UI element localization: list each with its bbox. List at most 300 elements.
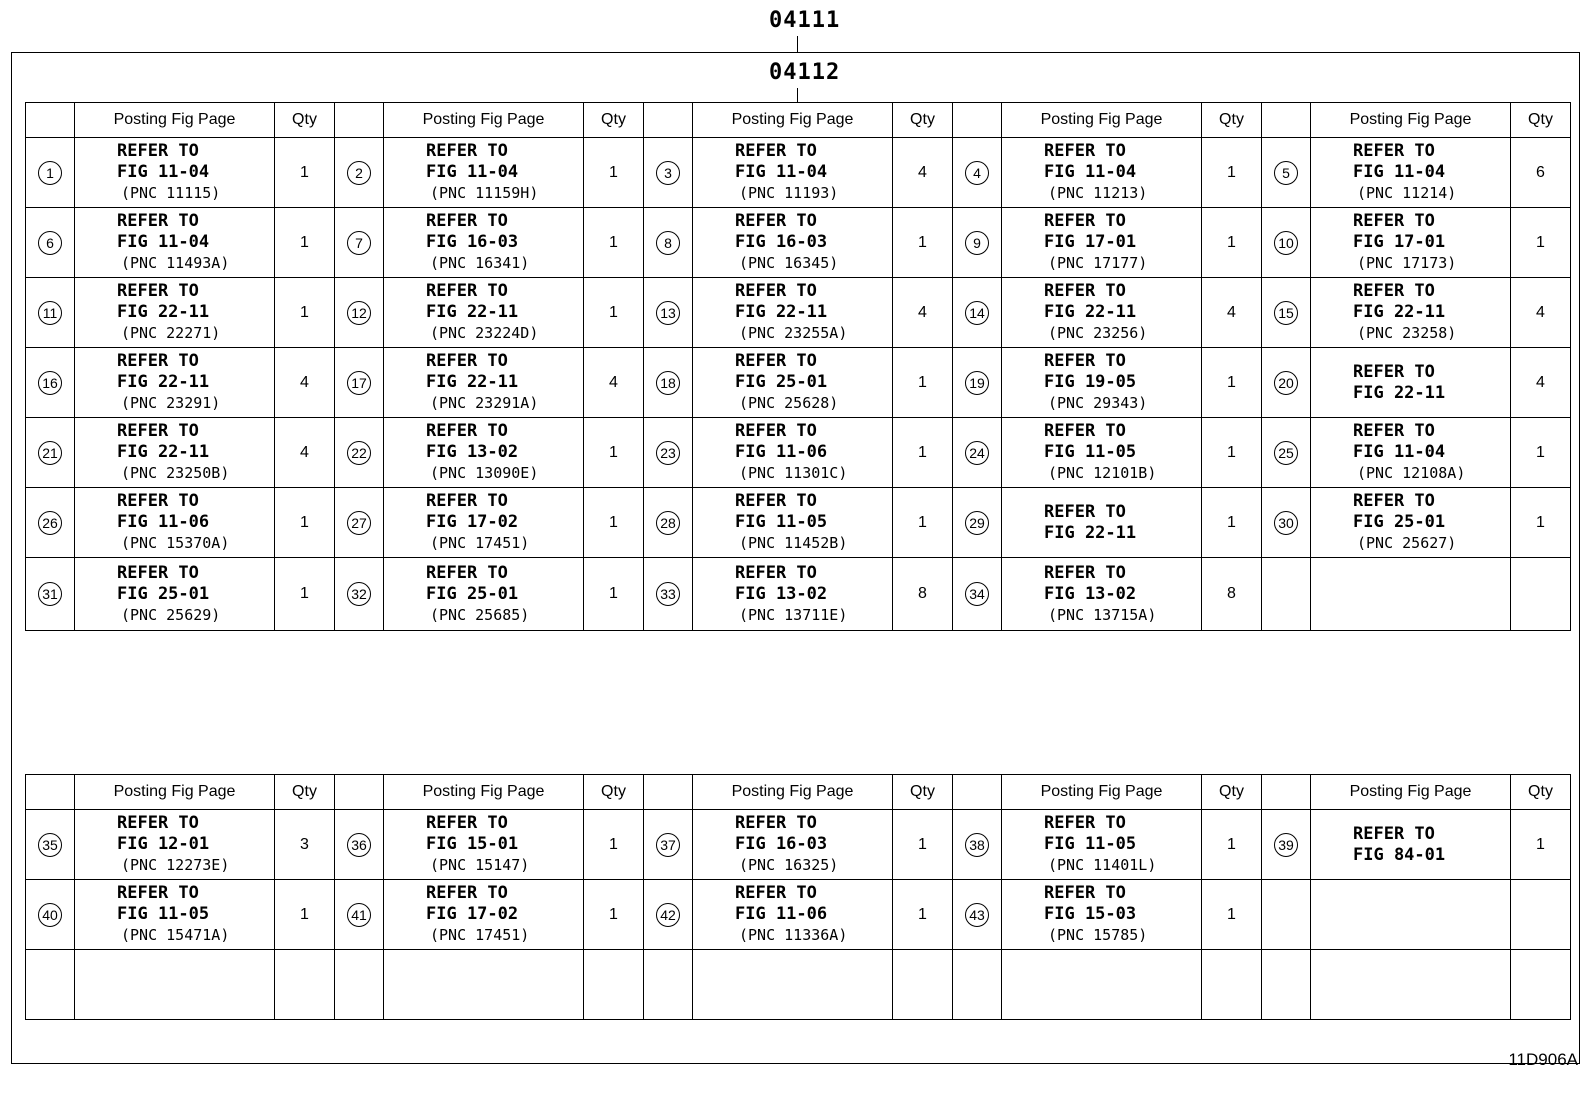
callout-number: 33	[656, 582, 680, 606]
header-posting-fig-page: Posting Fig Page	[384, 103, 584, 138]
pnc-reference: (PNC 25685)	[430, 605, 530, 624]
header-blank-cell	[953, 103, 1002, 138]
posting-fig-page-cell	[1002, 880, 1202, 950]
refer-to-text: REFER TO	[735, 813, 817, 833]
fig-reference: FIG 16-03	[426, 232, 519, 252]
qty-cell: 1	[1511, 810, 1571, 880]
pnc-reference: (PNC 23291)	[121, 394, 221, 412]
fig-reference: FIG 11-05	[1044, 442, 1137, 462]
refer-to-text: REFER TO	[117, 491, 199, 511]
qty-cell: 1	[1202, 208, 1262, 278]
callout-cell	[644, 880, 693, 950]
table-row	[26, 880, 1571, 950]
callout-cell	[1262, 810, 1311, 880]
fig-reference: FIG 11-04	[1044, 162, 1137, 182]
fig-reference: FIG 11-04	[735, 162, 828, 182]
fig-reference: FIG 16-03	[735, 834, 828, 854]
pnc-reference: (PNC 29343)	[1048, 394, 1148, 412]
callout-cell	[26, 558, 75, 631]
callout-cell	[26, 418, 75, 488]
refer-to-text: REFER TO	[426, 562, 508, 583]
qty-cell: 1	[584, 558, 644, 631]
callout-cell	[1262, 880, 1311, 950]
refer-to-text: REFER TO	[426, 351, 508, 371]
refer-to-text: REFER TO	[1044, 281, 1126, 301]
posting-fig-page-cell	[75, 138, 275, 208]
refer-to-text: REFER TO	[117, 813, 199, 833]
qty-cell: 4	[275, 418, 335, 488]
fig-reference: FIG 22-11	[1353, 382, 1446, 403]
posting-fig-page-cell	[1002, 418, 1202, 488]
refer-to-text: REFER TO	[1353, 421, 1435, 441]
posting-fig-page-cell	[1002, 488, 1202, 558]
callout-cell	[26, 880, 75, 950]
posting-fig-page-cell	[1002, 138, 1202, 208]
header-qty: Qty	[1511, 775, 1571, 810]
refer-to-text: REFER TO	[117, 351, 199, 371]
fig-reference: FIG 15-03	[1044, 904, 1137, 924]
fig-reference: FIG 22-11	[426, 372, 519, 392]
posting-fig-page-cell	[75, 208, 275, 278]
callout-cell	[1262, 208, 1311, 278]
posting-fig-page-cell	[1311, 138, 1511, 208]
callout-number: 34	[965, 582, 989, 606]
fig-reference: FIG 22-11	[1353, 302, 1446, 322]
posting-fig-page-cell	[75, 418, 275, 488]
qty-cell: 1	[1511, 418, 1571, 488]
callout-number: 24	[965, 441, 989, 465]
refer-to-text: REFER TO	[117, 421, 199, 441]
pnc-reference: (PNC 11213)	[1048, 184, 1148, 202]
table-row	[26, 208, 1571, 278]
fig-reference: FIG 16-03	[735, 232, 828, 252]
pnc-reference: (PNC 23224D)	[430, 324, 539, 342]
fig-reference: FIG 12-01	[117, 834, 210, 854]
callout-number: 18	[656, 371, 680, 395]
callout-number: 21	[38, 441, 62, 465]
pnc-reference: (PNC 22271)	[121, 324, 221, 342]
table-row	[26, 348, 1571, 418]
posting-fig-page-cell	[1311, 880, 1511, 950]
callout-number: 16	[38, 371, 62, 395]
posting-fig-page-cell	[384, 488, 584, 558]
callout-cell	[26, 348, 75, 418]
header-qty: Qty	[584, 103, 644, 138]
fig-reference: FIG 22-11	[117, 372, 210, 392]
header-qty: Qty	[1202, 775, 1262, 810]
header-row	[26, 103, 1571, 138]
refer-to-text: REFER TO	[735, 491, 817, 511]
callout-cell	[953, 278, 1002, 348]
header-qty: Qty	[584, 775, 644, 810]
posting-fig-page-cell	[384, 208, 584, 278]
fig-reference: FIG 15-01	[426, 834, 519, 854]
header-blank-cell	[26, 775, 75, 810]
fig-reference: FIG 25-01	[426, 583, 519, 604]
qty-cell: 1	[584, 810, 644, 880]
callout-cell	[953, 880, 1002, 950]
pnc-reference: (PNC 25629)	[121, 605, 221, 624]
fig-reference: FIG 25-01	[735, 372, 828, 392]
refer-to-text: REFER TO	[1353, 823, 1435, 844]
posting-fig-page-cell	[1311, 208, 1511, 278]
callout-cell	[335, 950, 384, 1020]
callout-number: 20	[1274, 371, 1298, 395]
header-posting-fig-page: Posting Fig Page	[693, 103, 893, 138]
refer-to-text: REFER TO	[117, 562, 199, 583]
qty-cell: 1	[893, 810, 953, 880]
fig-reference: FIG 22-11	[1044, 302, 1137, 322]
reference-table-lower	[25, 774, 1571, 1020]
header-qty: Qty	[1511, 103, 1571, 138]
header-row	[26, 775, 1571, 810]
callout-cell	[953, 138, 1002, 208]
refer-to-text: REFER TO	[735, 562, 817, 583]
pnc-reference: (PNC 15785)	[1048, 926, 1148, 944]
callout-number: 39	[1274, 833, 1298, 857]
callout-cell	[1262, 950, 1311, 1020]
table-row	[26, 810, 1571, 880]
refer-to-text: REFER TO	[426, 813, 508, 833]
pnc-reference: (PNC 17177)	[1048, 254, 1148, 272]
qty-cell: 1	[1202, 348, 1262, 418]
refer-to-text: REFER TO	[426, 421, 508, 441]
refer-to-text: REFER TO	[117, 281, 199, 301]
fig-reference: FIG 84-01	[1353, 844, 1446, 865]
fig-reference: FIG 22-11	[426, 302, 519, 322]
qty-cell: 4	[893, 138, 953, 208]
pnc-reference: (PNC 15471A)	[121, 926, 230, 944]
refer-to-text: REFER TO	[1044, 562, 1126, 583]
refer-to-text: REFER TO	[735, 211, 817, 231]
callout-number: 30	[1274, 511, 1298, 535]
callout-cell	[26, 488, 75, 558]
pnc-reference: (PNC 13715A)	[1048, 605, 1157, 624]
callout-number: 19	[965, 371, 989, 395]
pnc-reference: (PNC 17451)	[430, 534, 530, 552]
qty-cell: 4	[275, 348, 335, 418]
qty-cell: 1	[584, 138, 644, 208]
posting-fig-page-cell	[1311, 810, 1511, 880]
table-row	[26, 138, 1571, 208]
pnc-reference: (PNC 25628)	[739, 394, 839, 412]
callout-number: 37	[656, 833, 680, 857]
posting-fig-page-cell	[75, 950, 275, 1020]
refer-to-text: REFER TO	[1044, 421, 1126, 441]
posting-fig-page-cell	[384, 810, 584, 880]
qty-cell	[1202, 950, 1262, 1020]
qty-cell: 6	[1511, 138, 1571, 208]
posting-fig-page-cell	[693, 950, 893, 1020]
posting-fig-page-cell	[384, 278, 584, 348]
posting-fig-page-cell	[384, 348, 584, 418]
header-posting-fig-page: Posting Fig Page	[75, 775, 275, 810]
qty-cell	[275, 950, 335, 1020]
callout-number: 29	[965, 511, 989, 535]
refer-to-text: REFER TO	[735, 421, 817, 441]
qty-cell: 1	[1202, 418, 1262, 488]
qty-cell	[1511, 558, 1571, 631]
fig-reference: FIG 13-02	[735, 583, 828, 604]
fig-reference: FIG 22-11	[117, 442, 210, 462]
callout-cell	[953, 418, 1002, 488]
callout-number: 35	[38, 833, 62, 857]
posting-fig-page-cell	[384, 418, 584, 488]
qty-cell: 8	[893, 558, 953, 631]
header-posting-fig-page: Posting Fig Page	[384, 775, 584, 810]
fig-reference: FIG 22-11	[117, 302, 210, 322]
callout-cell	[953, 810, 1002, 880]
qty-cell: 1	[584, 278, 644, 348]
callout-number: 42	[656, 903, 680, 927]
callout-number: 8	[656, 231, 680, 255]
qty-cell: 1	[275, 138, 335, 208]
posting-fig-page-cell	[693, 810, 893, 880]
posting-fig-page-cell	[693, 278, 893, 348]
callout-cell	[335, 138, 384, 208]
callout-number: 32	[347, 582, 371, 606]
posting-fig-page-cell	[1002, 208, 1202, 278]
fig-reference: FIG 17-02	[426, 512, 519, 532]
callout-number: 12	[347, 301, 371, 325]
header-posting-fig-page: Posting Fig Page	[1002, 775, 1202, 810]
qty-cell: 1	[584, 488, 644, 558]
qty-cell: 4	[893, 278, 953, 348]
fig-reference: FIG 17-01	[1044, 232, 1137, 252]
qty-cell: 1	[584, 880, 644, 950]
qty-cell: 3	[275, 810, 335, 880]
refer-to-text: REFER TO	[117, 883, 199, 903]
pnc-reference: (PNC 11214)	[1357, 184, 1457, 202]
refer-to-text: REFER TO	[1044, 501, 1126, 522]
outer-assembly-label: 04111	[769, 8, 841, 33]
header-blank-cell	[26, 103, 75, 138]
posting-fig-page-cell	[75, 810, 275, 880]
callout-number: 9	[965, 231, 989, 255]
qty-cell: 8	[1202, 558, 1262, 631]
posting-fig-page-cell	[75, 278, 275, 348]
header-blank-cell	[335, 775, 384, 810]
fig-reference: FIG 13-02	[1044, 583, 1137, 604]
callout-number: 1	[38, 161, 62, 185]
callout-cell	[953, 950, 1002, 1020]
header-qty: Qty	[893, 103, 953, 138]
pnc-reference: (PNC 23291A)	[430, 394, 539, 412]
pnc-reference: (PNC 11401L)	[1048, 856, 1157, 874]
fig-reference: FIG 11-04	[117, 232, 210, 252]
callout-number: 23	[656, 441, 680, 465]
pnc-reference: (PNC 23256)	[1048, 324, 1148, 342]
fig-reference: FIG 19-05	[1044, 372, 1137, 392]
pnc-reference: (PNC 11193)	[739, 184, 839, 202]
refer-to-text: REFER TO	[735, 141, 817, 161]
callout-cell	[644, 558, 693, 631]
callout-number: 5	[1274, 161, 1298, 185]
callout-number: 28	[656, 511, 680, 535]
posting-fig-page-cell	[384, 880, 584, 950]
fig-reference: FIG 11-04	[426, 162, 519, 182]
pnc-reference: (PNC 17173)	[1357, 254, 1457, 272]
callout-cell	[1262, 418, 1311, 488]
fig-reference: FIG 11-06	[735, 442, 828, 462]
posting-fig-page-cell	[693, 208, 893, 278]
posting-fig-page-cell	[384, 558, 584, 631]
qty-cell: 4	[584, 348, 644, 418]
posting-fig-page-cell	[693, 880, 893, 950]
qty-cell: 1	[1202, 810, 1262, 880]
callout-number: 22	[347, 441, 371, 465]
qty-cell: 1	[584, 418, 644, 488]
outer-leader-line	[797, 36, 798, 52]
callout-number: 40	[38, 903, 62, 927]
fig-reference: FIG 11-05	[735, 512, 828, 532]
refer-to-text: REFER TO	[735, 281, 817, 301]
refer-to-text: REFER TO	[426, 141, 508, 161]
fig-reference: FIG 17-02	[426, 904, 519, 924]
callout-cell	[335, 488, 384, 558]
callout-cell	[1262, 488, 1311, 558]
qty-cell	[1511, 880, 1571, 950]
qty-cell: 1	[1202, 138, 1262, 208]
refer-to-text: REFER TO	[1044, 813, 1126, 833]
qty-cell: 1	[275, 488, 335, 558]
pnc-reference: (PNC 25627)	[1357, 534, 1457, 552]
qty-cell: 1	[893, 418, 953, 488]
posting-fig-page-cell	[1002, 278, 1202, 348]
callout-number: 2	[347, 161, 371, 185]
pnc-reference: (PNC 17451)	[430, 926, 530, 944]
fig-reference: FIG 17-01	[1353, 232, 1446, 252]
qty-cell: 4	[1202, 278, 1262, 348]
fig-reference: FIG 25-01	[117, 583, 210, 604]
header-posting-fig-page: Posting Fig Page	[1002, 103, 1202, 138]
refer-to-text: REFER TO	[426, 211, 508, 231]
callout-number: 13	[656, 301, 680, 325]
callout-number: 41	[347, 903, 371, 927]
posting-fig-page-cell	[693, 418, 893, 488]
fig-reference: FIG 11-04	[1353, 442, 1446, 462]
posting-fig-page-cell	[1002, 348, 1202, 418]
header-posting-fig-page: Posting Fig Page	[693, 775, 893, 810]
callout-number: 38	[965, 833, 989, 857]
pnc-reference: (PNC 11115)	[121, 184, 221, 202]
callout-cell	[1262, 278, 1311, 348]
table-row	[26, 418, 1571, 488]
header-blank-cell	[1262, 775, 1311, 810]
pnc-reference: (PNC 11452B)	[739, 534, 848, 552]
callout-cell	[26, 950, 75, 1020]
pnc-reference: (PNC 13090E)	[430, 464, 539, 482]
callout-cell	[644, 418, 693, 488]
fig-reference: FIG 11-04	[1353, 162, 1446, 182]
inner-leader-line	[797, 88, 798, 102]
posting-fig-page-cell	[75, 880, 275, 950]
callout-cell	[644, 138, 693, 208]
pnc-reference: (PNC 15147)	[430, 856, 530, 874]
callout-number: 4	[965, 161, 989, 185]
qty-cell: 1	[893, 208, 953, 278]
table-row	[26, 950, 1571, 1020]
posting-fig-page-cell	[75, 488, 275, 558]
refer-to-text: REFER TO	[117, 141, 199, 161]
callout-number: 17	[347, 371, 371, 395]
posting-fig-page-cell	[1311, 558, 1511, 631]
callout-number: 14	[965, 301, 989, 325]
header-qty: Qty	[275, 103, 335, 138]
pnc-reference: (PNC 12101B)	[1048, 464, 1157, 482]
callout-number: 11	[38, 301, 62, 325]
callout-cell	[26, 138, 75, 208]
reference-table-upper	[25, 102, 1571, 631]
qty-cell: 1	[893, 880, 953, 950]
pnc-reference: (PNC 16325)	[739, 856, 839, 874]
callout-cell	[644, 278, 693, 348]
qty-cell	[584, 950, 644, 1020]
header-blank-cell	[953, 775, 1002, 810]
callout-cell	[953, 208, 1002, 278]
header-qty: Qty	[275, 775, 335, 810]
posting-fig-page-cell	[1002, 950, 1202, 1020]
callout-number: 3	[656, 161, 680, 185]
callout-cell	[1262, 558, 1311, 631]
header-qty: Qty	[1202, 103, 1262, 138]
callout-cell	[644, 208, 693, 278]
fig-reference: FIG 11-04	[117, 162, 210, 182]
posting-fig-page-cell	[1311, 950, 1511, 1020]
refer-to-text: REFER TO	[1353, 281, 1435, 301]
pnc-reference: (PNC 11336A)	[739, 926, 848, 944]
table-row	[26, 278, 1571, 348]
refer-to-text: REFER TO	[426, 491, 508, 511]
header-blank-cell	[335, 103, 384, 138]
fig-reference: FIG 11-05	[117, 904, 210, 924]
pnc-reference: (PNC 23250B)	[121, 464, 230, 482]
refer-to-text: REFER TO	[1044, 883, 1126, 903]
callout-cell	[644, 348, 693, 418]
pnc-reference: (PNC 16341)	[430, 254, 530, 272]
qty-cell: 1	[893, 488, 953, 558]
qty-cell: 4	[1511, 348, 1571, 418]
fig-reference: FIG 11-06	[735, 904, 828, 924]
posting-fig-page-cell	[693, 488, 893, 558]
posting-fig-page-cell	[1311, 418, 1511, 488]
pnc-reference: (PNC 12108A)	[1357, 464, 1466, 482]
header-blank-cell	[1262, 103, 1311, 138]
fig-reference: FIG 13-02	[426, 442, 519, 462]
qty-cell: 1	[275, 558, 335, 631]
refer-to-text: REFER TO	[1044, 351, 1126, 371]
pnc-reference: (PNC 23258)	[1357, 324, 1457, 342]
posting-fig-page-cell	[693, 138, 893, 208]
refer-to-text: REFER TO	[117, 211, 199, 231]
callout-number: 25	[1274, 441, 1298, 465]
header-qty: Qty	[893, 775, 953, 810]
qty-cell: 1	[893, 348, 953, 418]
callout-number: 36	[347, 833, 371, 857]
refer-to-text: REFER TO	[1353, 491, 1435, 511]
header-blank-cell	[644, 775, 693, 810]
qty-cell: 1	[275, 208, 335, 278]
posting-fig-page-cell	[384, 138, 584, 208]
inner-assembly-label: 04112	[769, 60, 841, 85]
posting-fig-page-cell	[693, 348, 893, 418]
posting-fig-page-cell	[75, 348, 275, 418]
pnc-reference: (PNC 12273E)	[121, 856, 230, 874]
qty-cell: 1	[275, 278, 335, 348]
fig-reference: FIG 25-01	[1353, 512, 1446, 532]
posting-fig-page-cell	[1311, 348, 1511, 418]
table-row	[26, 558, 1571, 631]
